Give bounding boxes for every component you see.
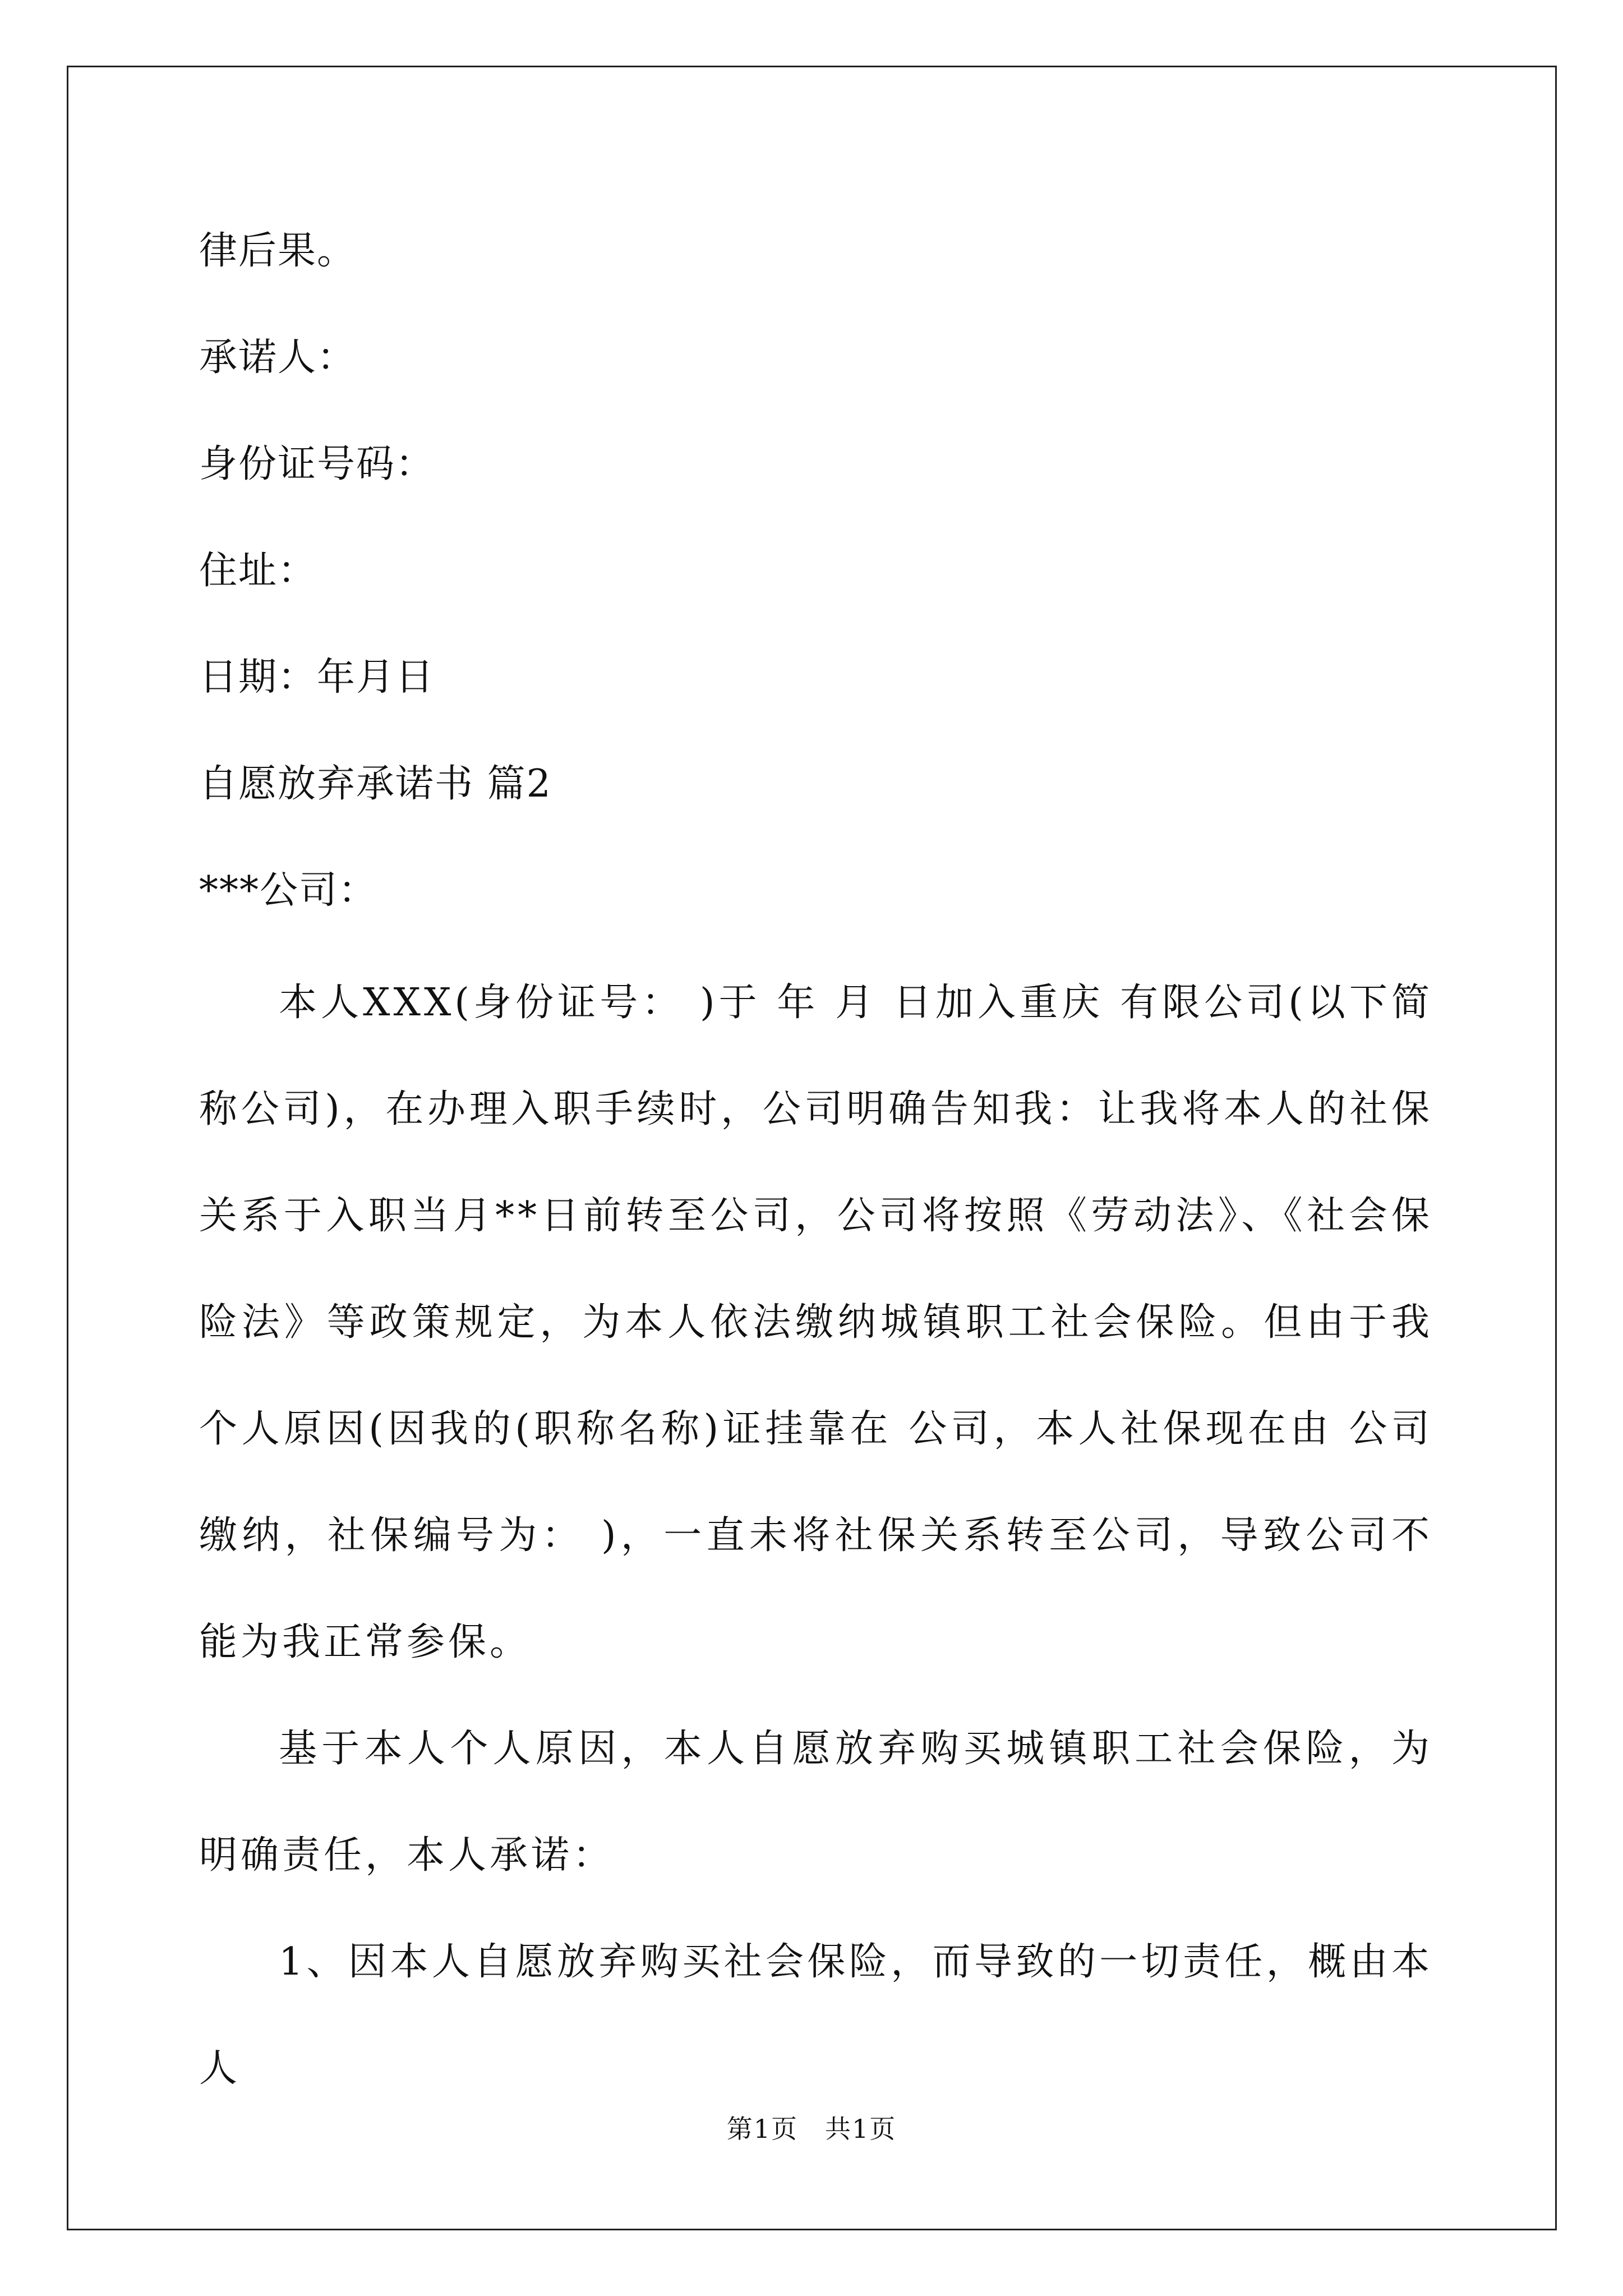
page-footer: 第1页 共1页 <box>726 2114 897 2144</box>
text-line-addressee: ***公司： <box>199 868 378 913</box>
paragraph-commitment-intro: 基于本人个人原因，本人自愿放弃购买城镇职工社会保险，为明确责任，本人承诺： <box>199 1727 1433 1878</box>
text-line-address: 住址： <box>199 549 317 593</box>
paragraph-clause-1: 1、因本人自愿放弃购买社会保险，而导致的一切责任，概由本人 <box>199 1940 1433 2091</box>
text-line-promisor: 承诺人： <box>199 335 357 380</box>
text-line-date: 日期：年月日 <box>199 655 435 700</box>
text-line-legal-consequence: 律后果。 <box>199 229 357 273</box>
paragraph-main-statement: 本人XXX(身份证号： )于 年 月 日加入重庆 有限公司(以下简称公司)，在办理入职手续时，公司明确告知我：让我将本人的社保关系于入职当月**日前转至公司，公司将按照《劳动法》、《社会保险法》等政策规定，为本人依法缴纳城镇职工社会保险。但由于我个人原因(因我的(职称名称)证挂靠在 公司，本人社保现在由 公司缴纳，社保编号为： )，一直未将社保关系转至公司，导致公司不能为我正常参保。 <box>199 981 1433 1664</box>
section-heading: 自愿放弃承诺书 篇2 <box>199 762 552 806</box>
text-line-id-number: 身份证号码： <box>199 442 435 486</box>
